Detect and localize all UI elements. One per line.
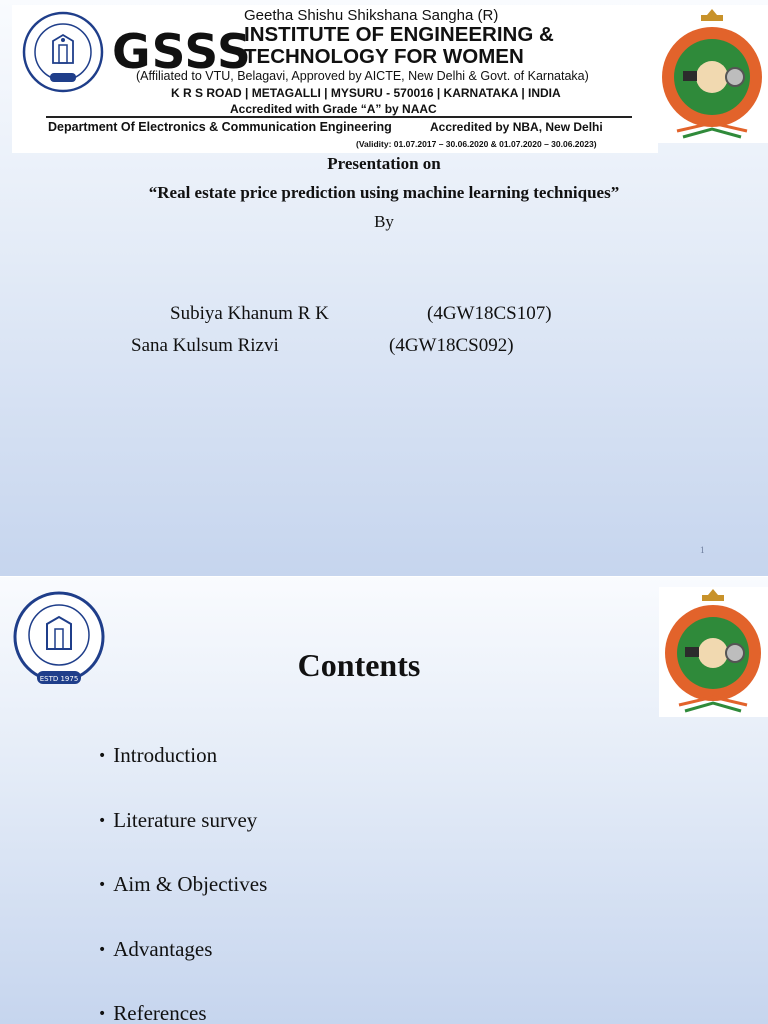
list-item [98,743,267,808]
affiliation-text: (Affiliated to VTU, Belagavi, Approved by AICTE, New Delhi & Govt. of Karnataka) [136,69,589,83]
list-item-label: Advantages [113,936,213,961]
bullet-icon: • [98,941,107,958]
student-usn-1: (4GW18CS107) [427,303,552,324]
bullet-icon: • [98,812,107,829]
list-item-label: Introduction [113,743,218,767]
student-name-2: Sana Kulsum Rizvi [131,335,279,356]
institute-name-line-1: INSTITUTE OF ENGINEERING & [244,23,554,46]
list-item-label: Literature survey [113,807,258,832]
vtu-emblem-icon [657,5,768,143]
header-divider [46,116,632,118]
gsss-acronym: GSSS [112,25,252,80]
bullet-icon: • [98,877,107,893]
bullet-icon: • [98,748,107,764]
contents-list [98,743,267,1024]
presentation-title: “Real estate price prediction using machine learning techniques” [148,183,620,202]
presentation-on-label: Presentation on [327,154,441,173]
nba-accreditation: Accredited by NBA, New Delhi [430,120,603,134]
gsss-seal-icon [22,11,104,93]
list-item [98,937,267,1002]
naac-accreditation: Accredited with Grade “A” by NAAC [230,102,437,116]
estd-label: ESTD 1975 [39,675,79,683]
bullet-icon: • [98,1006,107,1022]
institute-header-banner [12,5,658,153]
validity-text: (Validity: 01.07.2017 – 30.06.2020 & 01.07.2020 – 30.06.2023) [356,139,597,149]
org-name: Geetha Shishu Shikshana Sangha (R) [244,7,499,24]
list-item-label: Aim & Objectives [113,872,268,896]
contents-title: Contents [297,647,421,683]
list-item-label: References [113,1001,207,1024]
student-name-1: Subiya Khanum R K [170,303,329,324]
list-item [98,808,267,873]
slide-2 [0,577,768,1024]
list-item [98,872,267,937]
slide-number: 1 [700,545,705,555]
institute-name-line-2: TECHNOLOGY FOR WOMEN [244,45,524,68]
department-name: Department Of Electronics & Communication Engineering [48,120,392,134]
by-label: By [374,212,394,231]
address-text: K R S ROAD | METAGALLI | MYSURU - 570016 | KARNATAKA | INDIA [171,86,561,100]
list-item [98,1001,267,1024]
student-usn-2: (4GW18CS092) [389,335,514,356]
vtu-logo [657,5,768,143]
